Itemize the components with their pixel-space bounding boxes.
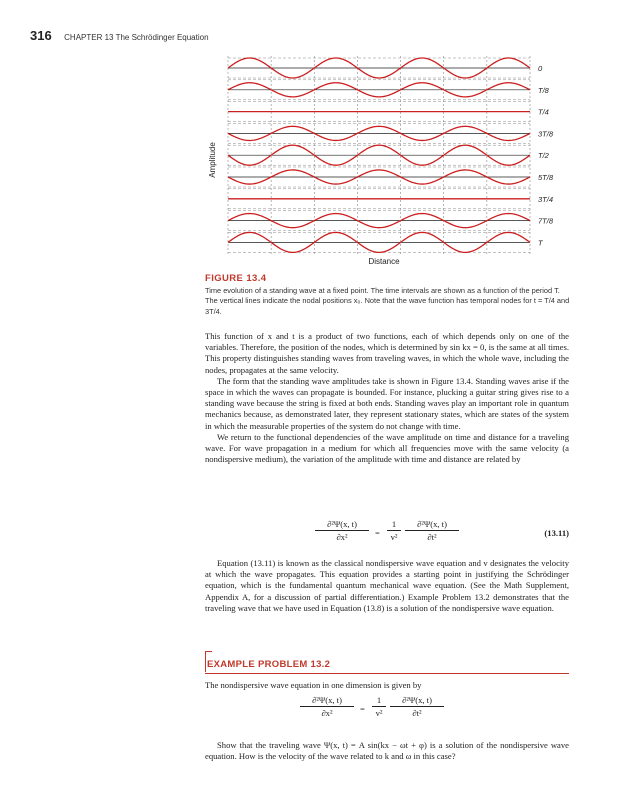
x-axis-label: Distance	[368, 257, 400, 266]
example-title: EXAMPLE PROBLEM 13.2	[207, 659, 331, 670]
coefficient-fraction	[387, 519, 401, 542]
figure-title: FIGURE 13.4	[205, 273, 267, 284]
equation-number: (13.11)	[544, 528, 569, 538]
paragraph-2: The form that the standing wave amplitudes take is shown in Figure 13.4. Standing waves arise if the space in which the waves can propagate is bounded. For instance, plucking a guitar string gives rise to a standing wave because the string is fixed at both ends. Standing waves play an important role in quantum mechanics because, as demonstrated later, they represent stationary states, which are states of the system in which the measurable properties of the system do not change with time.	[205, 375, 569, 431]
ex-rhs-numerator: ∂²Ψ(x, t)	[402, 695, 432, 705]
coef-denominator: v²	[390, 532, 398, 542]
page-number: 316	[30, 28, 52, 43]
rhs-denominator: ∂t²	[427, 532, 437, 542]
figure-caption: Time evolution of a standing wave at a fixed point. The time intervals are shown as a function of the period T. The vertical lines indicate the nodal positions x₀. Note that the wave function has temporal nodes for t = T/4 and 3T/4.	[205, 286, 570, 316]
ex-coefficient-fraction	[372, 695, 386, 718]
example-intro	[205, 680, 569, 691]
standing-wave-figure	[198, 50, 570, 272]
example-intro-text: The nondispersive wave equation in one dimension is given by	[205, 680, 422, 690]
body-section-2	[205, 558, 569, 614]
series-label: 3T/4	[538, 194, 554, 204]
series-label: 5T/8	[538, 173, 554, 182]
lhs-numerator: ∂²Ψ(x, t)	[327, 519, 357, 529]
ex-rhs-denominator: ∂t²	[412, 708, 422, 718]
equation-13-11	[205, 519, 569, 553]
rhs-numerator: ∂²Ψ(x, t)	[417, 519, 447, 529]
series-label: 7T/8	[538, 216, 554, 226]
example-question-text: Show that the traveling wave Ψ(x, t) = A sin(kx − ωt + φ) is a solution of the nondispersive wave equation. How is the velocity of the wave related to k and ω in this case?	[205, 740, 569, 762]
grid-lines	[228, 56, 530, 254]
series-label: T/4	[538, 107, 549, 117]
ex-lhs-fraction	[300, 695, 354, 718]
example-problem-header	[205, 651, 569, 673]
coef-numerator: 1	[391, 519, 397, 529]
ex-coef-denominator: v²	[375, 708, 383, 718]
example-equation	[205, 695, 569, 729]
series-label: 0	[538, 64, 543, 73]
example-question	[205, 740, 569, 762]
running-head: CHAPTER 13 The Schrödinger Equation	[64, 33, 209, 42]
ex-rhs-fraction	[390, 695, 444, 718]
lhs-fraction	[315, 519, 369, 542]
paragraph-1: This function of x and t is a product of two functions, each of which depends only on one of the variables. Therefore, the position of the nodes, which is determined by sin kx = 0, is the same at all times. This property distinguishes standing waves from traveling waves, in which the whole wave, including the nodes, propagates at the same velocity.	[205, 331, 569, 375]
series-label: T/2	[538, 151, 549, 161]
series-labels	[538, 64, 554, 247]
figure-caption-block	[205, 273, 570, 317]
ex-coef-numerator: 1	[376, 695, 382, 705]
ex-lhs-numerator: ∂²Ψ(x, t)	[312, 695, 342, 705]
y-axis-label: Amplitude	[208, 142, 217, 178]
paragraph-4: Equation (13.11) is known as the classical nondispersive wave equation and v designates the velocity at which the wave propagates. This equation provides a starting point in justifying the Schrödinger equation, which is the fundamental quantum mechanical wave equation. (See the Math Supplement, Appendix A, for a discussion of partial differentiation.) Example Problem 13.2 demonstrates that the traveling wave that we have used in Equation (13.8) is a solution of the nondispersive wave equation.	[205, 558, 569, 613]
lhs-denominator: ∂x²	[336, 532, 348, 542]
series-label: T/8	[538, 85, 549, 95]
rhs-fraction	[405, 519, 459, 542]
page-header	[30, 27, 209, 45]
body-section-1	[205, 331, 569, 465]
ex-lhs-denominator: ∂x²	[321, 708, 333, 718]
equals-sign: =	[375, 528, 380, 538]
series-label: T	[538, 238, 543, 248]
paragraph-3: We return to the functional dependencies of the wave amplitude on time and distance for a traveling wave. For wave propagation in a medium for which all frequencies move with the same velocity (a nondispersive medium), the variation of the amplitude with time and distance are related by	[205, 431, 569, 465]
series-label: 3T/8	[538, 129, 554, 139]
ex-equals-sign: =	[360, 704, 365, 714]
